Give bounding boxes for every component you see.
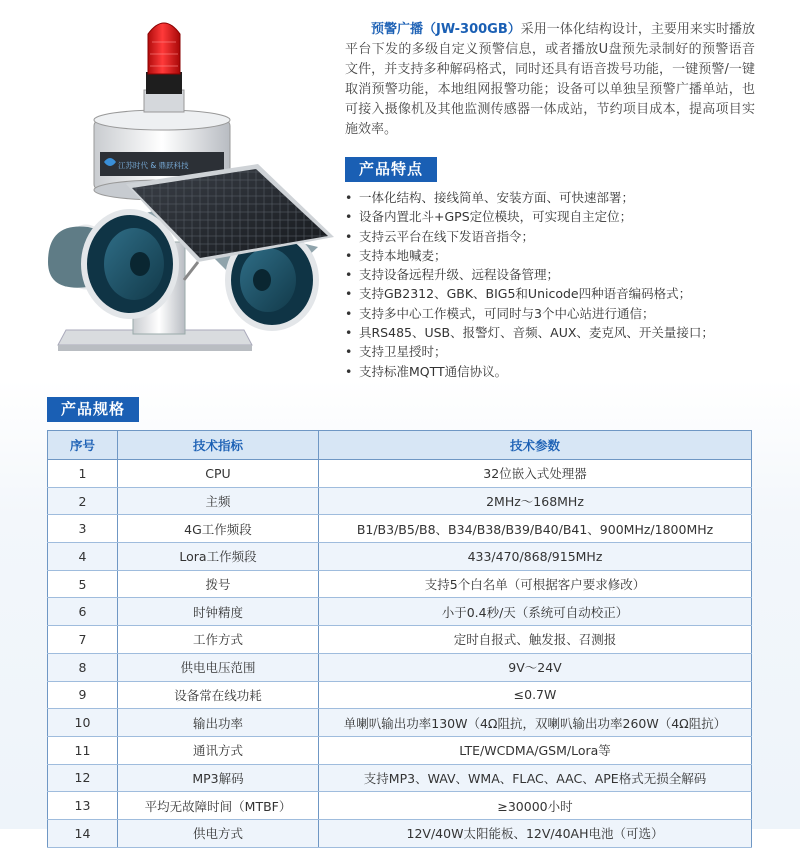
feature-item: • 支持多中心工作模式，可同时与3个中心站进行通信；	[345, 304, 765, 323]
table-row	[48, 515, 752, 543]
spec-index-cell: 14	[48, 819, 118, 847]
spec-index-cell: 2	[48, 487, 118, 515]
spec-index-cell: 6	[48, 598, 118, 626]
spec-item-cell: 设备常在线功耗	[118, 681, 319, 709]
spec-index-cell: 11	[48, 736, 118, 764]
spec-value-cell: 433/470/868/915MHz	[319, 543, 752, 571]
spec-item-cell: CPU	[118, 460, 319, 488]
spec-item-cell: 主频	[118, 487, 319, 515]
table-row	[48, 626, 752, 654]
table-row	[48, 709, 752, 737]
table-row	[48, 570, 752, 598]
table-row	[48, 736, 752, 764]
specs-title: 产品规格	[47, 397, 139, 422]
spec-item-cell: 拨号	[118, 570, 319, 598]
spec-item-cell: 供电方式	[118, 819, 319, 847]
spec-item-cell: MP3解码	[118, 764, 319, 792]
spec-item-cell: 通讯方式	[118, 736, 319, 764]
spec-item-cell: 4G工作频段	[118, 515, 319, 543]
table-row	[48, 653, 752, 681]
spec-index-cell: 13	[48, 792, 118, 820]
spec-value-cell: 支持MP3、WAV、WMA、FLAC、AAC、APE格式无损全解码	[319, 764, 752, 792]
spec-value-cell: 32位嵌入式处理器	[319, 460, 752, 488]
feature-item: • 支持GB2312、GBK、BIG5和Unicode四种语音编码格式；	[345, 284, 765, 303]
spec-index-cell: 5	[48, 570, 118, 598]
spec-index-cell: 9	[48, 681, 118, 709]
feature-item: • 支持本地喊麦；	[345, 246, 765, 265]
product-image	[48, 12, 338, 357]
spec-value-cell: LTE/WCDMA/GSM/Lora等	[319, 736, 752, 764]
table-row	[48, 792, 752, 820]
features-list	[345, 188, 765, 381]
spec-item-cell: 时钟精度	[118, 598, 319, 626]
features-title: 产品特点	[345, 157, 437, 182]
spec-value-cell: 小于0.4秒/天（系统可自动校正）	[319, 598, 752, 626]
left-horn-speaker	[48, 210, 176, 316]
spec-value-cell: B1/B3/B5/B8、B34/B38/B39/B40/B41、900MHz/1800MHz	[319, 515, 752, 543]
spec-index-cell: 4	[48, 543, 118, 571]
spec-value-cell: 2MHz～168MHz	[319, 487, 752, 515]
spec-value-cell: 支持5个白名单（可根据客户要求修改）	[319, 570, 752, 598]
spec-item-cell: 工作方式	[118, 626, 319, 654]
feature-item: • 支持卫星授时；	[345, 342, 765, 361]
spec-value-cell: ≤0.7W	[319, 681, 752, 709]
spec-table-body	[48, 460, 752, 848]
spec-header-index: 序号	[48, 431, 118, 460]
spec-index-cell: 3	[48, 515, 118, 543]
spec-item-cell: 供电电压范围	[118, 653, 319, 681]
feature-item: • 支持标准MQTT通信协议。	[345, 362, 765, 381]
spec-index-cell: 7	[48, 626, 118, 654]
spec-index-cell: 8	[48, 653, 118, 681]
table-row	[48, 487, 752, 515]
table-row	[48, 598, 752, 626]
spec-value-cell: 定时自报式、触发报、召测报	[319, 626, 752, 654]
spec-table	[47, 430, 752, 848]
spec-index-cell: 10	[48, 709, 118, 737]
warning-lamp	[144, 23, 184, 112]
device-logo-text: 江苏时代 & 鼎跃科技	[118, 161, 189, 170]
table-row	[48, 460, 752, 488]
product-intro-text: 采用一体化结构设计，主要用来实时播放平台下发的多级自定义预警信息，或者播放U盘预先录制好的预警语音文件，并支持多种解码格式，同时还具有语音拨号功能，一键预警/一键取消预警功能，本地组网报警功能；设备可以单独呈预警广播单站，也可接入摄像机及其他监测传感器一体成站，节约项目成本，提高项目实施效率。	[345, 22, 755, 137]
feature-item: • 具RS485、USB、报警灯、音频、AUX、麦克风、开关量接口；	[345, 323, 765, 342]
spec-table-header-row	[48, 431, 752, 460]
table-row	[48, 681, 752, 709]
spec-item-cell: 输出功率	[118, 709, 319, 737]
spec-value-cell: ≥30000小时	[319, 792, 752, 820]
spec-value-cell: 单喇叭输出功率130W（4Ω阻抗，双喇叭输出功率260W（4Ω阻抗）	[319, 709, 752, 737]
product-brand-name: 预警广播（JW-300GB）	[371, 22, 521, 37]
spec-item-cell: Lora工作频段	[118, 543, 319, 571]
table-row	[48, 543, 752, 571]
spec-value-cell: 9V～24V	[319, 653, 752, 681]
feature-item: • 设备内置北斗+GPS定位模块，可实现自主定位；	[345, 207, 765, 226]
spec-index-cell: 12	[48, 764, 118, 792]
feature-item: • 一体化结构、接线简单、安装方面、可快速部署；	[345, 188, 765, 207]
spec-index-cell: 1	[48, 460, 118, 488]
feature-item: • 支持设备远程升级、远程设备管理；	[345, 265, 765, 284]
table-row	[48, 764, 752, 792]
feature-item: • 支持云平台在线下发语音指令；	[345, 227, 765, 246]
spec-value-cell: 12V/40W太阳能板、12V/40AH电池（可选）	[319, 819, 752, 847]
table-row	[48, 819, 752, 847]
spec-header-item: 技术指标	[118, 431, 319, 460]
spec-header-value: 技术参数	[319, 431, 752, 460]
product-intro	[345, 20, 755, 140]
spec-item-cell: 平均无故障时间（MTBF）	[118, 792, 319, 820]
